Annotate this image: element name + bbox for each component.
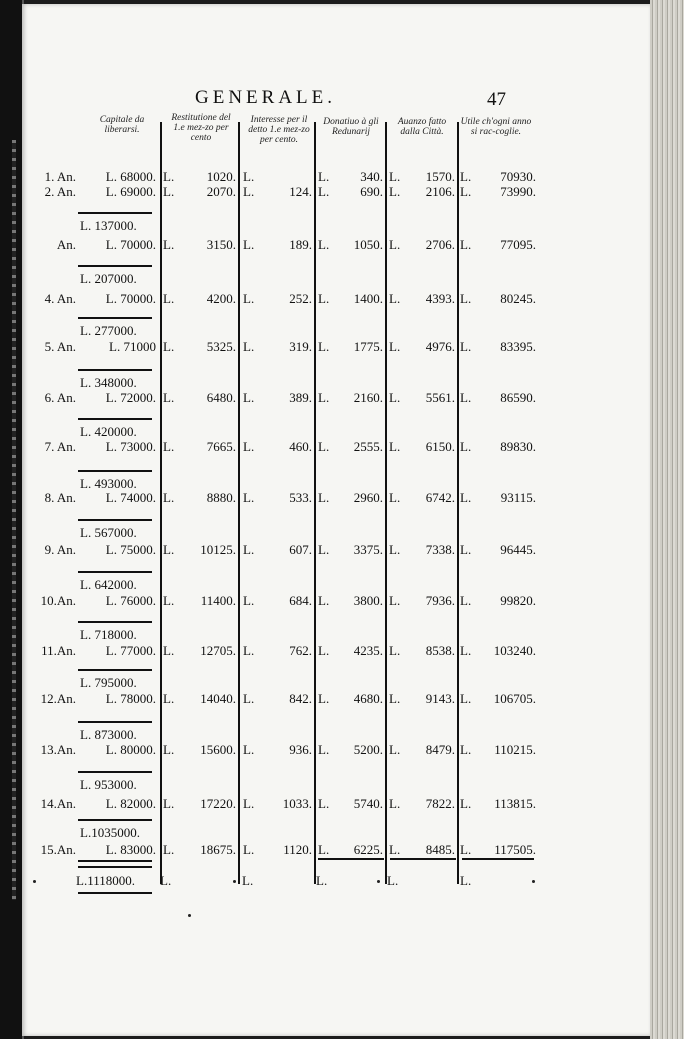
row-surplus: 4976. — [425, 339, 455, 354]
row-currency: L. — [163, 593, 175, 608]
row-capital: L. 83000. — [105, 842, 156, 857]
row-currency: L. — [163, 169, 175, 184]
row-restitution: 4200. — [206, 291, 236, 306]
row-currency: L. — [243, 291, 255, 306]
cumulative-capital: L. 642000. — [80, 577, 137, 592]
row-yearly-profit: 86590. — [500, 390, 536, 405]
row-currency: L. — [163, 184, 175, 199]
row-currency: L. — [389, 593, 401, 608]
sum-rule — [78, 369, 152, 371]
total-currency: L. — [460, 873, 472, 888]
row-capital: L. 72000. — [105, 390, 156, 405]
row-surplus: 8479. — [425, 742, 455, 757]
cumulative-capital: L. 348000. — [80, 375, 137, 390]
row-currency: L. — [318, 490, 330, 505]
row-currency: L. — [243, 439, 255, 454]
book-spine-edge — [0, 0, 24, 1039]
row-currency: L. — [163, 339, 175, 354]
row-currency: L. — [318, 339, 330, 354]
row-restitution: 10125. — [200, 542, 236, 557]
row-year: 2. An. — [44, 184, 76, 199]
sum-rule — [78, 866, 152, 868]
row-year: 8. An. — [44, 490, 76, 505]
row-currency: L. — [318, 593, 330, 608]
row-restitution: 5325. — [206, 339, 236, 354]
column-header-donation: Donatiuo à gli Redunarij — [323, 117, 379, 137]
sum-rule — [78, 721, 152, 723]
row-interest: 252. — [289, 291, 312, 306]
row-restitution: 12705. — [200, 643, 236, 658]
row-yearly-profit: 106705. — [493, 691, 536, 706]
cumulative-capital: L. 873000. — [80, 727, 137, 742]
row-currency: L. — [318, 643, 330, 658]
cumulative-capital: L. 420000. — [80, 424, 137, 439]
row-restitution: 1020. — [206, 169, 236, 184]
row-currency: L. — [389, 742, 401, 757]
row-currency: L. — [318, 390, 330, 405]
row-currency: L. — [460, 390, 472, 405]
row-currency: L. — [243, 742, 255, 757]
row-capital: L. 78000. — [105, 691, 156, 706]
row-donation: 2960. — [353, 490, 383, 505]
row-year: 14.An. — [40, 796, 76, 811]
row-currency: L. — [460, 490, 472, 505]
row-currency: L. — [460, 339, 472, 354]
row-surplus: 4393. — [425, 291, 455, 306]
sum-rule — [78, 819, 152, 821]
ink-dot — [377, 880, 380, 883]
row-currency: L. — [460, 184, 472, 199]
row-currency: L. — [243, 842, 255, 857]
sum-rule — [78, 265, 152, 267]
column-header-restitution: Restitutione del 1.e mez-zo per cento — [171, 113, 231, 143]
row-currency: L. — [460, 593, 472, 608]
row-yearly-profit: 93115. — [500, 490, 536, 505]
row-restitution: 8880. — [206, 490, 236, 505]
row-currency: L. — [460, 237, 472, 252]
binding-stitches — [12, 140, 16, 900]
row-capital: L. 70000. — [105, 237, 156, 252]
row-surplus: 2706. — [425, 237, 455, 252]
row-yearly-profit: 96445. — [500, 542, 536, 557]
row-restitution: 2070. — [206, 184, 236, 199]
row-currency: L. — [243, 643, 255, 658]
page-number: 47 — [487, 89, 506, 110]
row-capital: L. 74000. — [105, 490, 156, 505]
row-yearly-profit: 103240. — [493, 643, 536, 658]
sum-rule — [78, 669, 152, 671]
row-year: An. — [56, 237, 76, 252]
row-currency: L. — [460, 742, 472, 757]
row-interest: 762. — [289, 643, 312, 658]
row-currency: L. — [389, 842, 401, 857]
row-currency: L. — [243, 237, 255, 252]
row-currency: L. — [163, 643, 175, 658]
row-currency: L. — [389, 490, 401, 505]
row-currency: L. — [243, 169, 255, 184]
ink-dot — [532, 880, 535, 883]
row-surplus: 7338. — [425, 542, 455, 557]
total-currency: L. — [160, 873, 172, 888]
row-interest: 842. — [289, 691, 312, 706]
sum-rule — [78, 860, 152, 862]
row-interest: 607. — [289, 542, 312, 557]
row-donation: 4680. — [353, 691, 383, 706]
row-interest: 684. — [289, 593, 312, 608]
row-currency: L. — [460, 542, 472, 557]
cumulative-capital: L. 953000. — [80, 777, 137, 792]
row-currency: L. — [318, 237, 330, 252]
row-currency: L. — [243, 691, 255, 706]
row-yearly-profit: 80245. — [500, 291, 536, 306]
row-currency: L. — [163, 796, 175, 811]
row-year: 5. An. — [44, 339, 76, 354]
row-restitution: 7665. — [206, 439, 236, 454]
row-currency: L. — [318, 184, 330, 199]
row-currency: L. — [460, 796, 472, 811]
row-currency: L. — [243, 542, 255, 557]
row-surplus: 8485. — [425, 842, 455, 857]
row-donation: 2555. — [353, 439, 383, 454]
sum-rule — [78, 621, 152, 623]
cumulative-capital: L. 795000. — [80, 675, 137, 690]
row-currency: L. — [460, 842, 472, 857]
row-currency: L. — [318, 742, 330, 757]
row-donation: 4235. — [353, 643, 383, 658]
row-capital: L. 75000. — [105, 542, 156, 557]
row-surplus: 6150. — [425, 439, 455, 454]
row-surplus: 7822. — [425, 796, 455, 811]
column-header-yearly-profit: Utile ch'ogni anno si rac-coglie. — [460, 117, 532, 137]
sum-rule — [78, 317, 152, 319]
column-header-capital: Capitale da liberarsi. — [99, 115, 145, 135]
row-interest: 533. — [289, 490, 312, 505]
row-interest: 460. — [289, 439, 312, 454]
column-header-interest: Interesse per il detto 1.e mez-zo per cento. — [248, 115, 310, 145]
row-yearly-profit: 113815. — [494, 796, 536, 811]
row-currency: L. — [389, 291, 401, 306]
row-currency: L. — [460, 691, 472, 706]
row-currency: L. — [460, 643, 472, 658]
row-currency: L. — [318, 691, 330, 706]
row-interest: 189. — [289, 237, 312, 252]
ink-dot — [233, 880, 236, 883]
row-currency: L. — [163, 691, 175, 706]
sum-rule — [390, 858, 456, 860]
column-rule — [457, 122, 459, 884]
row-yearly-profit: 89830. — [500, 439, 536, 454]
row-capital: L. 80000. — [105, 742, 156, 757]
row-surplus: 8538. — [425, 643, 455, 658]
row-surplus: 9143. — [425, 691, 455, 706]
running-title: GENERALE. — [195, 87, 337, 108]
row-donation: 3375. — [353, 542, 383, 557]
row-yearly-profit: 70930. — [500, 169, 536, 184]
sum-rule — [462, 858, 534, 860]
ink-dot — [188, 914, 191, 917]
row-interest: 319. — [289, 339, 312, 354]
row-currency: L. — [163, 291, 175, 306]
row-currency: L. — [163, 490, 175, 505]
row-capital: L. 70000. — [105, 291, 156, 306]
row-yearly-profit: 110215. — [494, 742, 536, 757]
row-surplus: 2106. — [425, 184, 455, 199]
row-surplus: 6742. — [425, 490, 455, 505]
row-surplus: 7936. — [425, 593, 455, 608]
sum-rule — [78, 771, 152, 773]
row-yearly-profit: 83395. — [500, 339, 536, 354]
cumulative-capital: L. 567000. — [80, 525, 137, 540]
row-currency: L. — [389, 542, 401, 557]
row-currency: L. — [460, 169, 472, 184]
row-restitution: 3150. — [206, 237, 236, 252]
row-currency: L. — [243, 339, 255, 354]
row-surplus: 5561. — [425, 390, 455, 405]
row-currency: L. — [460, 291, 472, 306]
row-currency: L. — [389, 796, 401, 811]
sum-rule — [78, 418, 152, 420]
row-year: 7. An. — [44, 439, 76, 454]
cumulative-capital: L. 207000. — [80, 271, 137, 286]
row-donation: 1050. — [353, 237, 383, 252]
row-interest: 124. — [289, 184, 312, 199]
row-currency: L. — [318, 291, 330, 306]
row-donation: 1400. — [353, 291, 383, 306]
row-yearly-profit: 99820. — [500, 593, 536, 608]
row-currency: L. — [389, 439, 401, 454]
ink-dot — [33, 880, 36, 883]
row-currency: L. — [318, 796, 330, 811]
row-donation: 3800. — [353, 593, 383, 608]
sum-rule — [78, 212, 152, 214]
row-donation: 2160. — [353, 390, 383, 405]
row-currency: L. — [318, 169, 330, 184]
cumulative-capital: L.1035000. — [80, 825, 140, 840]
total-currency: L. — [387, 873, 399, 888]
row-currency: L. — [243, 796, 255, 811]
total-currency: L. — [242, 873, 254, 888]
row-currency: L. — [163, 439, 175, 454]
row-donation: 5740. — [353, 796, 383, 811]
sum-rule — [78, 470, 152, 472]
row-currency: L. — [243, 593, 255, 608]
sum-rule — [78, 519, 152, 521]
row-currency: L. — [389, 691, 401, 706]
row-currency: L. — [389, 643, 401, 658]
row-capital: L. 77000. — [105, 643, 156, 658]
row-restitution: 14040. — [200, 691, 236, 706]
row-currency: L. — [389, 237, 401, 252]
row-restitution: 18675. — [200, 842, 236, 857]
row-currency: L. — [389, 169, 401, 184]
cumulative-capital: L. 493000. — [80, 476, 137, 491]
row-year: 13.An. — [40, 742, 76, 757]
row-currency: L. — [318, 542, 330, 557]
row-capital: L. 68000. — [105, 169, 156, 184]
row-year: 10.An. — [40, 593, 76, 608]
row-currency: L. — [318, 439, 330, 454]
row-restitution: 15600. — [200, 742, 236, 757]
row-year: 12.An. — [40, 691, 76, 706]
row-interest: 936. — [289, 742, 312, 757]
row-year: 9. An. — [44, 542, 76, 557]
row-restitution: 17220. — [200, 796, 236, 811]
row-currency: L. — [243, 490, 255, 505]
row-donation: 6225. — [353, 842, 383, 857]
column-header-surplus: Auanzo fatto dalla Città. — [397, 117, 447, 137]
row-donation: 5200. — [353, 742, 383, 757]
row-year: 6. An. — [44, 390, 76, 405]
column-rule — [314, 122, 316, 884]
row-capital: L. 69000. — [105, 184, 156, 199]
column-rule — [238, 122, 240, 884]
row-year: 15.An. — [40, 842, 76, 857]
row-currency: L. — [163, 842, 175, 857]
row-capital: L. 73000. — [105, 439, 156, 454]
cumulative-capital: L. 277000. — [80, 323, 137, 338]
row-capital: L. 71000 — [109, 339, 156, 354]
page-fore-edge — [650, 0, 684, 1039]
row-currency: L. — [163, 237, 175, 252]
row-yearly-profit: 73990. — [500, 184, 536, 199]
row-donation: 340. — [360, 169, 383, 184]
row-restitution: 6480. — [206, 390, 236, 405]
row-year: 4. An. — [44, 291, 76, 306]
column-rule — [385, 122, 387, 884]
row-capital: L. 76000. — [105, 593, 156, 608]
row-currency: L. — [163, 390, 175, 405]
row-interest: 1033. — [282, 796, 312, 811]
row-currency: L. — [243, 390, 255, 405]
row-capital: L. 82000. — [105, 796, 156, 811]
row-currency: L. — [389, 184, 401, 199]
row-currency: L. — [163, 742, 175, 757]
row-donation: 1775. — [353, 339, 383, 354]
cumulative-capital: L. 718000. — [80, 627, 137, 642]
row-currency: L. — [243, 184, 255, 199]
row-donation: 690. — [360, 184, 383, 199]
row-year: 11.An. — [41, 643, 76, 658]
row-surplus: 1570. — [425, 169, 455, 184]
row-currency: L. — [318, 842, 330, 857]
row-restitution: 11400. — [200, 593, 236, 608]
row-interest: 1120. — [283, 842, 312, 857]
row-currency: L. — [163, 542, 175, 557]
sum-rule — [78, 892, 152, 894]
row-year: 1. An. — [44, 169, 76, 184]
total-capital: L.1118000. — [76, 873, 135, 888]
column-rule — [160, 122, 162, 884]
row-currency: L. — [389, 390, 401, 405]
row-yearly-profit: 117505. — [494, 842, 536, 857]
row-yearly-profit: 77095. — [500, 237, 536, 252]
row-currency: L. — [460, 439, 472, 454]
row-currency: L. — [389, 339, 401, 354]
row-interest: 389. — [289, 390, 312, 405]
cumulative-capital: L. 137000. — [80, 218, 137, 233]
total-currency: L. — [316, 873, 328, 888]
sum-rule — [78, 571, 152, 573]
sum-rule — [318, 858, 384, 860]
